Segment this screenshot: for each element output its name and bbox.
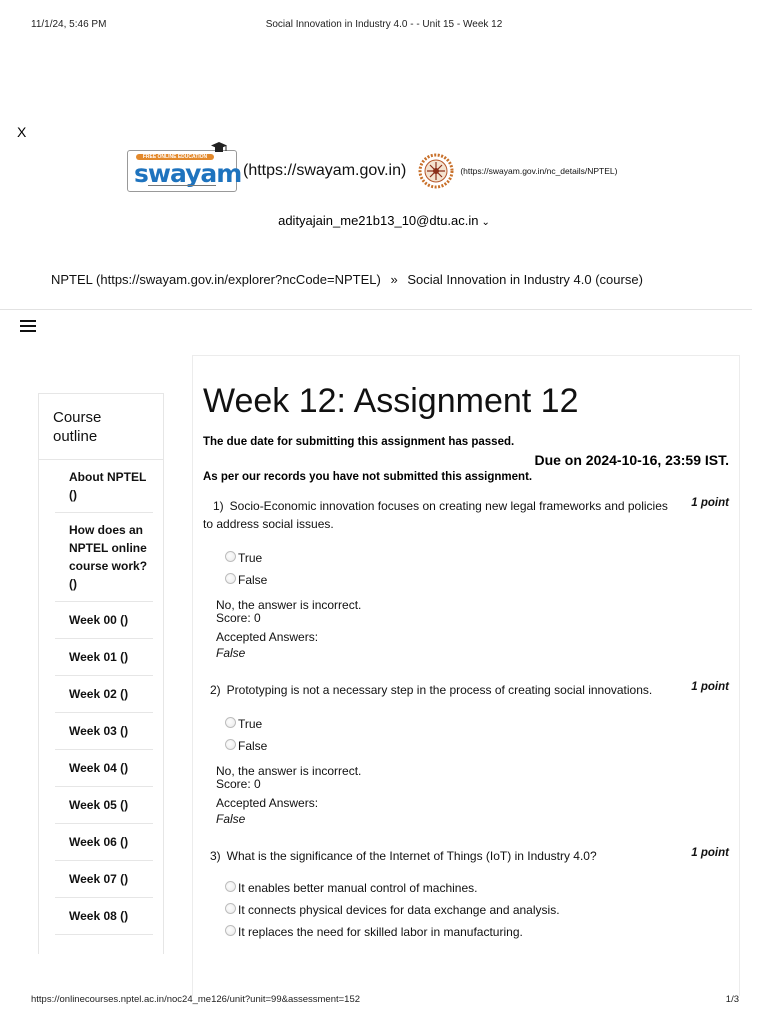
due-date: Due on 2024-10-16, 23:59 IST. [534,452,729,468]
option-label: It connects physical devices for data exchange and analysis. [238,903,560,917]
feedback-score: Score: 0 [216,777,261,791]
sidebar-item-week-00[interactable]: Week 00 () [55,602,153,639]
sidebar-item-week-06[interactable]: Week 06 () [55,824,153,861]
accepted-answer: False [216,646,246,660]
option-false[interactable] [225,735,729,757]
option-true[interactable] [225,713,729,735]
option-connects-devices[interactable] [225,899,729,921]
sidebar-item-week-02[interactable]: Week 02 () [55,676,153,713]
accepted-answers-label: Accepted Answers: [216,630,319,644]
course-outline-title: Course outline [39,394,163,460]
option-true[interactable] [225,547,729,569]
accepted-answer: False [216,812,246,826]
question-text [203,681,729,699]
question-text [203,497,729,533]
user-email[interactable]: adityajain_me21b13_10@dtu.ac.in [278,213,479,228]
nptel-logo[interactable] [418,153,454,189]
radio-button[interactable] [225,739,236,750]
radio-button[interactable] [225,573,236,584]
sidebar-item-week-04[interactable]: Week 04 () [55,750,153,787]
chevron-down-icon[interactable]: ⌄ [481,217,490,228]
question-text [203,847,729,865]
print-document-title: Social Innovation in Industry 4.0 - - Unit 15 - Week 12 [265,19,503,30]
logo-row [127,147,617,195]
submission-status: As per our records you have not submitted this assignment. [203,471,533,483]
radio-button[interactable] [225,551,236,562]
swayam-logo[interactable] [127,150,242,192]
question-points: 1 point [691,847,729,859]
breadcrumb-nptel-link[interactable]: NPTEL (https://swayam.gov.in/explorer?ncCode=NPTEL) [51,272,381,287]
sidebar-item-week-05[interactable]: Week 05 () [55,787,153,824]
option-replaces-skilled-labor[interactable] [225,921,729,943]
answer-feedback [216,599,729,660]
option-label: True [238,717,263,731]
swayam-link[interactable]: (https://swayam.gov.in) [243,162,407,179]
hamburger-menu-icon[interactable] [20,320,36,332]
question-prompt: Prototyping is not a necessary step in the process of creating social innovations. [226,683,653,697]
close-button[interactable]: X [17,124,27,140]
answer-feedback [216,765,729,826]
radio-button[interactable] [225,903,236,914]
radio-button[interactable] [225,717,236,728]
page-title: Week 12: Assignment 12 [203,382,579,420]
sidebar-item-week-03[interactable]: Week 03 () [55,713,153,750]
graduation-cap-icon [210,141,228,155]
question-2 [203,681,729,826]
sidebar-item-week-07[interactable]: Week 07 () [55,861,153,898]
question-1 [203,497,729,660]
feedback-score: Score: 0 [216,611,261,625]
question-number: 3) [210,849,221,863]
header-divider [0,309,752,310]
user-menu[interactable] [0,213,768,228]
sidebar-item-week-08[interactable]: Week 08 () [55,898,153,935]
question-prompt: What is the significance of the Internet of Things (IoT) in Industry 4.0? [226,849,597,863]
course-outline-sidebar [38,393,164,954]
due-passed-notice: The due date for submitting this assignment has passed. [203,436,515,448]
option-false[interactable] [225,569,729,591]
question-points: 1 point [691,681,729,693]
sidebar-item-about-nptel[interactable]: About NPTEL () [55,460,153,513]
feedback-result: No, the answer is incorrect. [216,598,362,612]
question-3 [203,847,729,943]
option-label: False [238,573,268,587]
assignment-panel [192,355,740,996]
radio-button[interactable] [225,881,236,892]
sidebar-item-week-01[interactable]: Week 01 () [55,639,153,676]
swayam-logo-underline [148,185,216,189]
print-datetime: 11/1/24, 5:46 PM [31,19,107,30]
accepted-answers-label: Accepted Answers: [216,796,319,810]
option-better-manual-control[interactable] [225,877,729,899]
sidebar-item-how-it-works[interactable]: How does an NPTEL online course work? () [55,513,153,602]
breadcrumb-separator: » [390,272,398,287]
radio-button[interactable] [225,925,236,936]
breadcrumb-course-link[interactable]: Social Innovation in Industry 4.0 (course) [407,272,643,287]
feedback-result: No, the answer is incorrect. [216,764,362,778]
option-label: False [238,739,268,753]
swayam-logo-word: swayam [134,159,242,188]
question-number: 2) [210,683,221,697]
page-number: 1/3 [725,994,739,1005]
option-label: True [238,551,263,565]
question-prompt: Socio-Economic innovation focuses on creating new legal frameworks and policies to address social issues. [203,499,668,531]
option-label: It replaces the need for skilled labor in manufacturing. [238,925,523,939]
option-label: It enables better manual control of machines. [238,881,478,895]
breadcrumb [51,272,643,287]
question-points: 1 point [691,497,729,509]
print-url: https://onlinecourses.nptel.ac.in/noc24_me126/unit?unit=99&assessment=152 [31,994,361,1005]
question-number: 1) [213,499,224,513]
nptel-link[interactable]: (https://swayam.gov.in/nc_details/NPTEL) [460,166,618,176]
swayam-logo-tag: FREE ONLINE EDUCATION [136,154,214,160]
